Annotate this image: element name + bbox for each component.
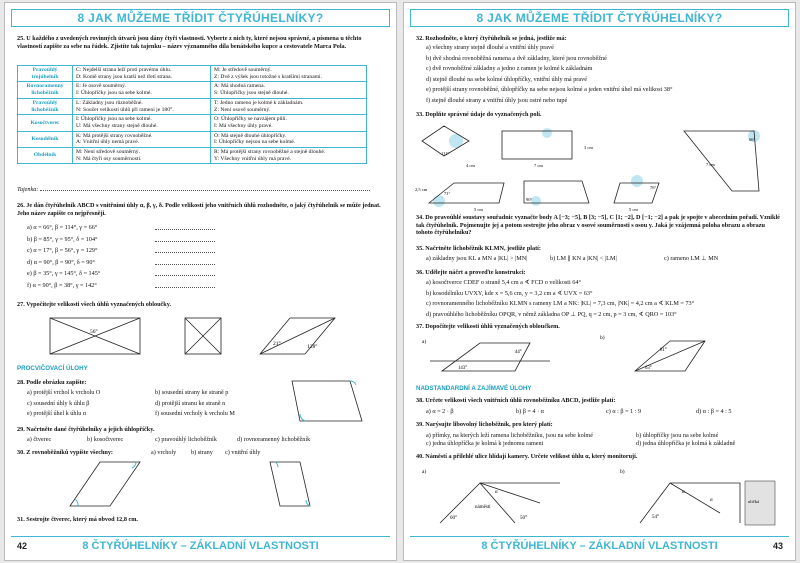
q28-item: b) sousední strany ke straně p bbox=[155, 389, 229, 396]
q25-props-right: R: Má protější strany rovnoběžné a stejně dlouhé. Y: Všechny vnitřní úhly má pravé. bbox=[211, 148, 367, 164]
svg-text:143°: 143° bbox=[458, 366, 468, 371]
q25-table bbox=[17, 65, 367, 164]
svg-text:44°: 44° bbox=[515, 350, 522, 355]
q29-item-c: c) pravoúhlý lichoběžník bbox=[155, 436, 217, 443]
q36-text: 36. Udělejte náčrt a proveďte konstrukci: bbox=[416, 269, 526, 276]
q25-props-left: E: Je osově souměrný. I: Úhlopříčky jsou na sebe kolmé. bbox=[73, 82, 211, 98]
q34-text: 34. Do pravoúhlé soustavy souřadnic vyznačte body A [−3; −5], B [3; −5], C [1; −2], D [−1; −2] a pak je spojte v abecedním pořadí. Vzniklé tak čtyřúhelník. Pojmenujte jej a potom sestrojte jeho obraz v osové souměrnosti s osou y. Jaká je vzájemná poloha obrazu a obrazu tohoto čtyřúhelníku? bbox=[416, 214, 780, 237]
left-page-footer: 42 8 ČTYŘÚHELNÍKY – ZÁKLADNÍ VLASTNOSTI bbox=[11, 536, 390, 554]
svg-text:α: α bbox=[682, 490, 685, 495]
q25-text: 25. U každého z uvedených rovinných útvarů jsou dány čtyři vlastnosti. Vyberte z nich ty, které nejsou správné, a písmena u těchto vlastností zapište za sebe na řádek. Zjistíte tak tajenku – název významného díla benátského kupce a cestovatele Marca Pola. bbox=[17, 35, 362, 50]
q35-text: 35. Načrtněte lichoběžník KLMN, jestliže platí: bbox=[416, 245, 541, 252]
q25-props-right: O: Má stejně dlouhé úhlopříčky. I: Úhlopříčky nejsou na sebe kolmé. bbox=[211, 131, 367, 147]
q38-item-a: a) α = 2 · β bbox=[426, 408, 454, 415]
q27-angle-2: 21° bbox=[273, 341, 281, 347]
q32-item: f) stejně dlouhé strany a vnitřní úhly jsou ostré nebo tupé bbox=[426, 96, 568, 104]
q28-item: c) sousední úhly k úhlu β bbox=[27, 399, 90, 407]
q26-item: c) α = 17°, β = 56°, γ = 129° bbox=[27, 247, 98, 254]
q27-figures bbox=[45, 315, 345, 360]
q25-props-left: C: Nejdelší strana leží proti pravému úhlu. D: Komě strany jsou kratší než třetí strana. bbox=[73, 66, 211, 82]
svg-text:a): a) bbox=[422, 339, 427, 345]
right-page bbox=[403, 2, 796, 561]
q25-row bbox=[18, 66, 367, 82]
q25-shape-name: Rovnoramenný lichoběžník bbox=[18, 82, 73, 98]
q33-label-4: 66° bbox=[749, 137, 756, 142]
q25-shape-name: Obdélník bbox=[18, 148, 73, 164]
q27-text: 27. Vypočítejte velikosti všech úhlů vyznačených obloučky. bbox=[17, 301, 172, 308]
q36-item: d) pravoúhlého lichoběžníku OPQR, v němž základna OP ⊥ PQ, q = 2 cm, p = 3 cm, ∢ QRO = 103° bbox=[426, 310, 677, 318]
q26-answer-line[interactable] bbox=[155, 270, 215, 279]
q29-item-a: a) čtverec bbox=[27, 436, 52, 443]
q38-item-c: c) α : β = 1 : 9 bbox=[606, 408, 642, 415]
q27-angle-3: 128° bbox=[307, 344, 318, 350]
q30-text: 30. Z rovnoběžníků vypište všechny: bbox=[17, 449, 113, 456]
q26-answer-line[interactable] bbox=[155, 236, 215, 245]
q31-text: 31. Sestrojte čtverec, který má obvod 12,8 cm. bbox=[17, 516, 138, 523]
q25-row bbox=[18, 82, 367, 98]
left-page bbox=[4, 2, 397, 561]
q33-label-10: 76° bbox=[650, 185, 657, 190]
q28-item: d) protější stranu ke straně n bbox=[155, 399, 226, 407]
q33-label-2: 7 cm bbox=[534, 163, 543, 168]
q35-item-c: c) rameno LM ⊥ MN bbox=[664, 255, 719, 262]
q25-answer-line: Tajenka: bbox=[17, 186, 383, 194]
q30-figures bbox=[60, 458, 380, 513]
q38-text: 38. Určete velikosti všech vnitřních úhlů rovnoběžníku ABCD, jestliže platí: bbox=[416, 397, 616, 404]
q25-shape-name: Kosodélník bbox=[18, 131, 73, 147]
q39-item-b: b) úhlopříčky jsou na sebe kolmé bbox=[636, 432, 719, 439]
q33-label-7: 71° bbox=[444, 191, 451, 196]
q28-figure bbox=[280, 373, 370, 428]
q26-item: e) β = 35°, γ = 145°, δ = 145° bbox=[27, 270, 101, 277]
svg-text:81°: 81° bbox=[660, 348, 667, 353]
q36-item: c) rovnoramenného lichoběžníku KLMN s rameny LM a NK: |KL| = 7,3 cm, |NK| = 4,2 cm a ∢ KLM = 73° bbox=[426, 300, 695, 307]
left-page-header: 8 JAK MŮŽEME TŘÍDIT ČTYŘÚHELNÍKY? bbox=[11, 9, 390, 27]
q29-item-b: b) kosočtverec bbox=[87, 436, 124, 443]
q26-item: d) α = 90°, β = 90°, δ = 90° bbox=[27, 258, 95, 266]
q25-props-left: L: Základny jsou různoběžné. N: Součet velikostí úhlů při rameni je 180°. bbox=[73, 98, 211, 114]
q39-item-a: a) přímky, na kterých leží ramena lichoběžníku, jsou na sebe kolmé bbox=[426, 432, 593, 439]
q26-item: a) α = 66°, β = 114°, γ = 66° bbox=[27, 224, 98, 231]
q29-item-d: d) rovnoramenný lichoběžník bbox=[237, 436, 311, 443]
q30-item-b: b) strany bbox=[191, 449, 213, 456]
q26-answer-line[interactable] bbox=[155, 247, 215, 256]
q30-item-c: c) vnitřní úhly bbox=[225, 449, 261, 456]
q33-text: 33. Doplňte správné údaje do vyznačených polí. bbox=[416, 111, 542, 118]
q25-props-left: I: Úhlopříčky jsou na sebe kolmé. U: Má všechny strany stejně dlouhé. bbox=[73, 115, 211, 131]
q29-text: 29. Načrtněte dané čtyřúhelníky a jejich úhlopříčky. bbox=[17, 426, 155, 433]
q26-answer-line[interactable] bbox=[155, 224, 215, 233]
q26-answer-line[interactable] bbox=[155, 259, 215, 268]
q39-text: 39. Narýsujte libovolný lichoběžník, pro který platí: bbox=[416, 421, 553, 428]
left-section-title: PROCVIČOVACÍ ÚLOHY bbox=[17, 365, 88, 372]
left-page-number: 42 bbox=[17, 541, 28, 551]
q25-row bbox=[18, 98, 367, 114]
q26-item: b) β = 85°, γ = 95°, δ = 104° bbox=[27, 235, 98, 243]
svg-text:uličká: uličká bbox=[748, 499, 759, 504]
svg-text:a): a) bbox=[422, 469, 427, 475]
q36-item: b) kosodélníku UVXY, kde x = 5,6 cm, y = 3,2 cm a ∢ UVX = 63° bbox=[426, 289, 593, 297]
q25-shape-name: Kosočtverec bbox=[18, 115, 73, 131]
q25-props-left: M: Není středově souměrný. N: Má čtyři osy souměrnosti. bbox=[73, 148, 211, 164]
q33-label-0: 111° bbox=[441, 151, 450, 156]
q26-text: 26. Je dán čtyřúhelník ABCD s vnitřními úhly α, β, γ, δ. Podle velikostí jeho vnitřních úhlů rozhodněte, o jaký čtyřúhelník se může jednat. Jeho název zapište co nejpřesněji. bbox=[17, 202, 381, 217]
q27-angle-1: 56° bbox=[90, 329, 98, 335]
q33-label-1: 4 cm bbox=[466, 163, 475, 168]
svg-text:b): b) bbox=[600, 335, 605, 341]
q40-text: 40. Náměstí a přilehlé ulice hlídají kamery. Určete velikost úhlu α, který monitorují. bbox=[416, 453, 638, 460]
right-section-title: NADSTANDARDNÍ A ZAJÍMAVÉ ÚLOHY bbox=[416, 385, 532, 392]
q25-props-right: M: Je středově souměrný. Z: Dvě z výšek jsou totožné s kratšími stranami. bbox=[211, 66, 367, 82]
q37-figures bbox=[420, 331, 720, 379]
svg-text:54°: 54° bbox=[652, 515, 659, 520]
q25-row bbox=[18, 131, 367, 147]
q32-text: 32. Rozhodněte, o který čtyřúhelník se jedná, jestliže má: bbox=[416, 35, 567, 42]
q38-item-b: b) β = 4 · α bbox=[516, 408, 544, 415]
q39-item-d: d) jedna úhlopříčka je kolmá k základně bbox=[636, 440, 736, 447]
q33-label-6: 2,5 cm bbox=[415, 187, 428, 192]
q36-item: a) kosočtverce CDEF o straně 5,4 cm a ∢ FCD o velikosti 64° bbox=[426, 279, 581, 286]
q28-text: 28. Podle obrázku zapište: bbox=[17, 379, 87, 386]
q33-label-8: 90° bbox=[526, 197, 533, 202]
svg-text:50°: 50° bbox=[520, 516, 527, 521]
q28-item: e) protější úhel k úhlu α bbox=[27, 410, 87, 417]
q35-item-a: a) základny jsou KL a MN a |KL| > |MN| bbox=[426, 255, 528, 262]
q28-item: a) protější vrchol k vrcholu O bbox=[27, 389, 101, 396]
q26-answer-line[interactable] bbox=[155, 282, 215, 291]
svg-text:α: α bbox=[495, 490, 498, 495]
svg-text:α: α bbox=[710, 498, 713, 503]
q35-item-b: b) LM ∥ KN a |KN| < |LM| bbox=[550, 255, 617, 262]
q25-props-right: A: Má shodná ramena. S: Úhlopříčky jsou stejně dlouhé. bbox=[211, 82, 367, 98]
q40-figures bbox=[420, 463, 780, 531]
q37-text: 37. Dopočítejte velikosti úhlů vyznačených obloučkem. bbox=[416, 323, 560, 330]
q38-item-d: d) α : β = 4 : 5 bbox=[696, 408, 732, 415]
q25-shape-name: Pravoúhlý lichoběžník bbox=[18, 98, 73, 114]
q25-props-right: O: Úhlopříčky se navzájem půlí. I: Má všechny úhly pravé. bbox=[211, 115, 367, 131]
q25-shape-name: Pravoúhlý trojúhelník bbox=[18, 66, 73, 82]
svg-text:60°: 60° bbox=[450, 516, 457, 521]
q33-label-3: 3 cm bbox=[584, 145, 593, 150]
q28-item: f) sousední vrcholy k vrcholu M bbox=[155, 410, 235, 417]
q39-item-c: c) jedna úhlopříčka je kolmá k jednomu rameni bbox=[426, 440, 544, 447]
q32-item: e) protější strany rovnoběžné, úhlopříčky na sebe nejsou kolmé a jeden vnitřní úhel má velikost 38° bbox=[426, 86, 673, 93]
right-page-number: 43 bbox=[772, 541, 783, 551]
q33-label-5: 7 cm bbox=[706, 162, 715, 167]
svg-text:63°: 63° bbox=[645, 366, 652, 371]
q26-item: f) α = 90°, β = 38°, γ = 142° bbox=[27, 281, 97, 289]
q32-item: a) všechny strany stejně dlouhé a vnitřní úhly pravé bbox=[426, 44, 554, 51]
q32-item: b) dvě shodná rovnoběžná ramena a dvě základny, které jsou rovnoběžné bbox=[426, 54, 607, 62]
right-page-header: 8 JAK MŮŽEME TŘÍDIT ČTYŘÚHELNÍKY? bbox=[410, 9, 789, 27]
q33-figures bbox=[414, 121, 784, 211]
q25-row bbox=[18, 115, 367, 131]
q33-label-9: 5 cm bbox=[474, 207, 483, 211]
q25-row bbox=[18, 148, 367, 164]
right-page-footer: 8 ČTYŘÚHELNÍKY – ZÁKLADNÍ VLASTNOSTI 43 bbox=[410, 536, 789, 554]
svg-text:náměstí: náměstí bbox=[475, 505, 491, 510]
q32-item: d) stejně dlouhé na sebe kolmé úhlopříčky, vnitřní úhly má pravé bbox=[426, 75, 587, 83]
q32-item: c) dvě rovnoběžné základny a jedno z ramen je kolmé k základnám bbox=[426, 65, 593, 72]
q30-item-a: a) vrcholy bbox=[151, 449, 177, 456]
q33-label-11: 5 cm bbox=[629, 207, 638, 211]
q25-props-left: K: Má protější strany rovnoběžné. A: Vnitřní úhly nemá pravé. bbox=[73, 131, 211, 147]
q25-props-right: T: Jedno rameno je kolmé k základnám. Z: Není osově souměrný. bbox=[211, 98, 367, 114]
svg-text:b): b) bbox=[620, 469, 625, 475]
